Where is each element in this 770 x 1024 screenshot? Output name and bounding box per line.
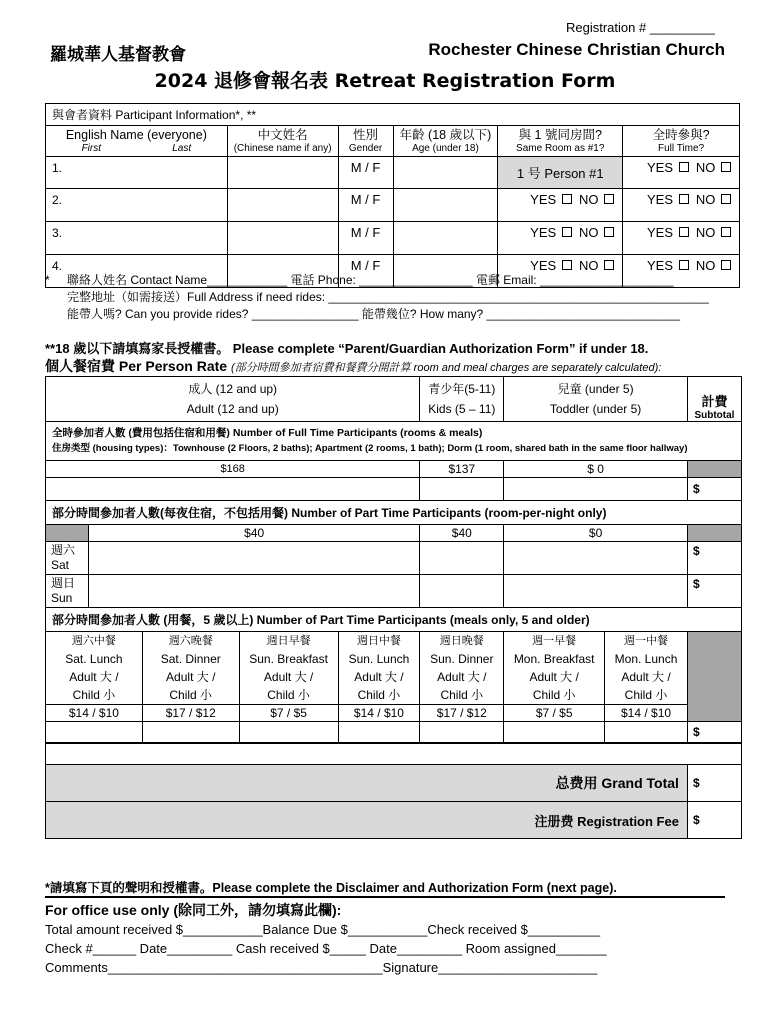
- col-same-room: [498, 126, 623, 157]
- meal-cn: 週日早餐: [266, 635, 311, 647]
- contact-name-line[interactable]: 聯絡人姓名 Contact Name____________ 電話 Phone: _________________ 電郵 Email: ____________________: [67, 273, 674, 287]
- meal-adult: Adult 大 /: [69, 670, 119, 684]
- spacer-row: [46, 743, 742, 765]
- col-same-room-sub: Same Room as #1?: [516, 143, 605, 154]
- full-time-field[interactable]: [623, 157, 740, 189]
- meal-mon-breakfast: [504, 632, 605, 705]
- pt-room-section-header: 部分時間參加者人數(每夜住宿，不包括用餐) Number of Part Time Participants (room-per-night only): [46, 501, 742, 525]
- adult-header-cn: 成人 (12 and up): [188, 382, 278, 396]
- office-use-title: For office use only (除同工外，請勿填寫此欄):: [45, 902, 342, 918]
- meal-en: Sat. Dinner: [160, 652, 221, 666]
- sun-kids-count[interactable]: [420, 575, 504, 608]
- yes-checkbox[interactable]: [679, 194, 689, 204]
- yes-checkbox[interactable]: [679, 260, 689, 270]
- rides-line[interactable]: 能帶人嗎? Can you provide rides? ________________ 能帶幾位? How many? _____________________________: [67, 307, 681, 321]
- pt-room-gray: [46, 525, 89, 542]
- yes-label: YES: [530, 225, 557, 240]
- meal-en: Sun. Lunch: [348, 652, 410, 666]
- same-room-field[interactable]: [498, 222, 623, 255]
- meal-count[interactable]: [504, 722, 605, 744]
- col-english-name: [46, 126, 228, 157]
- meal-sat-lunch: [46, 632, 143, 705]
- gender-field[interactable]: M / F: [338, 189, 393, 222]
- no-label: NO: [579, 258, 599, 273]
- grand-total-label: 总费用 Grand Total: [46, 765, 688, 802]
- sat-label-cn: 週六: [51, 543, 76, 557]
- sat-adult-count[interactable]: [88, 542, 419, 575]
- chinese-name-field[interactable]: [227, 157, 338, 189]
- meal-price: $7 / $5: [239, 705, 338, 722]
- no-label: NO: [579, 225, 599, 240]
- yes-checkbox[interactable]: [562, 194, 572, 204]
- no-label: NO: [695, 160, 716, 175]
- participant-name-field[interactable]: 2.: [46, 189, 228, 222]
- yes-checkbox[interactable]: [679, 162, 689, 172]
- yes-label: YES: [530, 192, 557, 207]
- meal-count[interactable]: [605, 722, 688, 744]
- meal-price: $14 / $10: [46, 705, 143, 722]
- yes-checkbox[interactable]: [679, 227, 689, 237]
- no-checkbox[interactable]: [604, 194, 614, 204]
- meal-mon-lunch: [605, 632, 688, 705]
- yes-checkbox[interactable]: [562, 260, 572, 270]
- contact-info: [45, 272, 709, 323]
- no-label: NO: [695, 192, 716, 207]
- chinese-name-field[interactable]: [227, 189, 338, 222]
- meal-count[interactable]: [420, 722, 504, 744]
- meal-cn: 週一早餐: [532, 635, 577, 647]
- grand-total-field[interactable]: $: [687, 765, 741, 802]
- meal-price: $14 / $10: [605, 705, 688, 722]
- age-field[interactable]: [393, 189, 498, 222]
- meal-en: Sun. Dinner: [430, 652, 494, 666]
- no-label: NO: [695, 258, 716, 273]
- gender-field[interactable]: M / F: [338, 222, 393, 255]
- meal-cn: 週日中餐: [356, 635, 401, 647]
- no-checkbox[interactable]: [721, 227, 731, 237]
- ft-subtotal-gray: [687, 461, 741, 478]
- meal-child: Child 小: [440, 688, 484, 702]
- participant-section-title: 與會者資料 Participant Information*, **: [46, 104, 740, 126]
- meal-price: $7 / $5: [504, 705, 605, 722]
- meal-sun-dinner: [420, 632, 504, 705]
- meal-cn: 週日晚餐: [439, 635, 484, 647]
- gender-field[interactable]: M / F: [338, 255, 393, 288]
- subtotal-header: [687, 377, 741, 422]
- meal-cn: 週六中餐: [71, 635, 116, 647]
- meal-adult: Adult 大 /: [166, 670, 216, 684]
- no-checkbox[interactable]: [604, 227, 614, 237]
- pt-room-subtotal-gray: [687, 525, 741, 542]
- same-room-field[interactable]: [498, 189, 623, 222]
- subtotal-header-en: Subtotal: [694, 410, 735, 421]
- yes-label: YES: [647, 192, 674, 207]
- yes-checkbox[interactable]: [562, 227, 572, 237]
- no-checkbox[interactable]: [604, 260, 614, 270]
- sat-label-en: Sat: [51, 558, 70, 572]
- kids-header-en: Kids (5 – 11): [428, 402, 496, 416]
- col-chinese-name: [227, 126, 338, 157]
- meal-cn: 週一中餐: [624, 635, 669, 647]
- adult-header-en: Adult (12 and up): [186, 402, 279, 416]
- pt-room-toddler-price: $0: [504, 525, 688, 542]
- meal-subtotal[interactable]: $: [687, 722, 741, 744]
- meal-sun-breakfast: [239, 632, 338, 705]
- registration-fee-field[interactable]: $: [687, 802, 741, 839]
- meal-adult: Adult 大 /: [621, 670, 671, 684]
- meal-subtotal-gray: [687, 632, 741, 722]
- office-line-3[interactable]: Comments______________________________________Signature______________________: [45, 960, 598, 975]
- meal-count[interactable]: [338, 722, 420, 744]
- subtotal-header-cn: 計費: [701, 394, 728, 409]
- under-18-note: **18 歲以下請填寫家長授權書。 Please complete “Parent/Guardian Authorization Form” if under 18.: [45, 341, 649, 356]
- meal-en: Sun. Breakfast: [249, 652, 328, 666]
- meal-child: Child 小: [357, 688, 401, 702]
- pt-room-kids-price: $40: [420, 525, 504, 542]
- meal-price: $17 / $12: [142, 705, 239, 722]
- meal-cn: 週六晚餐: [168, 635, 213, 647]
- yes-label: YES: [647, 225, 674, 240]
- no-checkbox[interactable]: [721, 194, 731, 204]
- meal-child: Child 小: [169, 688, 213, 702]
- meal-child: Child 小: [532, 688, 576, 702]
- ft-kids-count[interactable]: [420, 478, 504, 501]
- col-full-time-sub: Full Time?: [658, 143, 705, 154]
- col-chinese-name-sub: (Chinese name if any): [233, 143, 332, 154]
- col-gender-sub: Gender: [348, 143, 383, 154]
- col-age-label: 年齡 (18 歲以下): [399, 128, 492, 142]
- full-time-field[interactable]: [623, 189, 740, 222]
- participant-row: [46, 157, 740, 189]
- no-checkbox[interactable]: [721, 260, 731, 270]
- participant-name-field[interactable]: 1.: [46, 157, 228, 189]
- col-gender-label: 性別: [353, 128, 379, 142]
- participant-row: [46, 189, 740, 222]
- contact-star: *: [45, 273, 50, 287]
- yes-label: YES: [647, 160, 674, 175]
- sat-subtotal[interactable]: $: [687, 542, 741, 575]
- sun-adult-count[interactable]: [88, 575, 419, 608]
- chinese-name-field[interactable]: [227, 222, 338, 255]
- col-age: [393, 126, 498, 157]
- meal-sat-dinner: [142, 632, 239, 705]
- pt-room-adult-price: $40: [88, 525, 419, 542]
- meal-price: $17 / $12: [420, 705, 504, 722]
- ft-toddler-count[interactable]: [504, 478, 688, 501]
- registration-fee-label: 注册费 Registration Fee: [46, 802, 688, 839]
- ft-kids-price: $137: [420, 461, 504, 478]
- meal-count[interactable]: [46, 722, 143, 744]
- sun-label: [46, 575, 89, 608]
- office-line-2[interactable]: Check #______ Date_________ Cash received $_____ Date_________ Room assigned_______: [45, 941, 607, 956]
- meal-en: Mon. Breakfast: [513, 652, 595, 666]
- col-chinese-name-label: 中文姓名: [257, 128, 308, 142]
- toddler-header: [504, 377, 688, 422]
- kids-header: [420, 377, 504, 422]
- sun-toddler-count[interactable]: [504, 575, 688, 608]
- participant-name-field[interactable]: 4.: [46, 255, 228, 288]
- col-age-sub: Age (under 18): [412, 143, 479, 154]
- no-label: NO: [579, 192, 599, 207]
- toddler-header-en: Toddler (under 5): [549, 402, 642, 416]
- meal-sun-lunch: [338, 632, 420, 705]
- toddler-header-cn: 兒童 (under 5): [557, 382, 634, 396]
- meal-en: Sat. Lunch: [65, 652, 123, 666]
- rate-title-note: (部分時間參加者宿費和餐費分開計算 room and meal charges are separately calculated):: [230, 362, 662, 374]
- ft-subtotal[interactable]: $: [687, 478, 741, 501]
- sat-kids-count[interactable]: [420, 542, 504, 575]
- meal-adult: Adult 大 /: [354, 670, 404, 684]
- no-checkbox[interactable]: [721, 162, 731, 172]
- address-line[interactable]: 完整地址（如需接送）Full Address if need rides: _________________________________________________________: [67, 290, 709, 304]
- meal-price: $14 / $10: [338, 705, 420, 722]
- full-time-title: 全時參加者人數 (費用包括住宿和用餐) Number of Full Time Participants (rooms & meals): [52, 427, 483, 439]
- rate-title-bold: 個人餐宿費 Per Person Rate: [45, 358, 228, 374]
- meal-child: Child 小: [624, 688, 668, 702]
- ft-adult-price: $168: [46, 461, 420, 478]
- pt-meal-section-header: 部分時間參加者人數 (用餐，5 歲以上) Number of Part Time Participants (meals only, 5 and older): [46, 608, 742, 632]
- age-field[interactable]: [393, 222, 498, 255]
- col-full-time-label: 全時參與?: [652, 128, 710, 142]
- meal-adult: Adult 大 /: [437, 670, 487, 684]
- per-person-rate-title: [45, 356, 661, 376]
- sat-toddler-count[interactable]: [504, 542, 688, 575]
- sun-label-en: Sun: [51, 591, 73, 605]
- form-title: 2024 退修會報名表 Retreat Registration Form: [154, 70, 616, 92]
- office-line-1[interactable]: Total amount received $___________Balance Due $___________Check received $__________: [45, 922, 601, 937]
- no-label: NO: [695, 225, 716, 240]
- col-same-room-label: 與 1 號同房間?: [518, 128, 602, 142]
- yes-label: YES: [647, 258, 674, 273]
- meal-count[interactable]: [142, 722, 239, 744]
- participant-row: [46, 222, 740, 255]
- col-last-label: Last: [172, 143, 192, 154]
- yes-label: YES: [530, 258, 557, 273]
- participant-name-field[interactable]: 3.: [46, 222, 228, 255]
- gender-field[interactable]: M / F: [338, 157, 393, 189]
- meal-child: Child 小: [267, 688, 310, 702]
- col-english-name-label: English Name (everyone): [65, 128, 207, 142]
- same-room-person1: 1 号 Person #1: [498, 157, 623, 189]
- ft-toddler-price: $ 0: [504, 461, 688, 478]
- full-time-field[interactable]: [623, 222, 740, 255]
- disclaimer-note: *請填寫下頁的聲明和授權書。Please complete the Disclaimer and Authorization Form (next page).: [45, 881, 617, 895]
- participant-table: [45, 103, 740, 288]
- kids-header-cn: 青少年(5-11): [428, 382, 496, 396]
- office-divider: [45, 896, 725, 898]
- adult-header: [46, 377, 420, 422]
- col-gender: [338, 126, 393, 157]
- church-name-english: Rochester Chinese Christian Church: [428, 40, 725, 59]
- meal-count[interactable]: [239, 722, 338, 744]
- church-name-chinese: 羅城華人基督教會: [50, 45, 186, 65]
- meal-child: Child 小: [72, 688, 116, 702]
- sun-label-cn: 週日: [51, 576, 76, 590]
- age-field[interactable]: [393, 157, 498, 189]
- ft-adult-count[interactable]: [46, 478, 420, 501]
- rate-table: [45, 376, 742, 839]
- col-first-label: First: [81, 143, 102, 154]
- housing-types: 住房类型 (housing types)：Townhouse (2 Floors, 2 baths); Apartment (2 rooms, 1 bath); Dorm (1 room, shared bath in the same floor hallway): [52, 443, 688, 454]
- meal-adult: Adult 大 /: [529, 670, 579, 684]
- sat-label: [46, 542, 89, 575]
- registration-number: Registration # _________: [566, 20, 715, 35]
- col-full-time: [623, 126, 740, 157]
- sun-subtotal[interactable]: $: [687, 575, 741, 608]
- meal-adult: Adult 大 /: [263, 670, 314, 684]
- full-time-section-header: [46, 422, 742, 461]
- meal-en: Mon. Lunch: [614, 652, 678, 666]
